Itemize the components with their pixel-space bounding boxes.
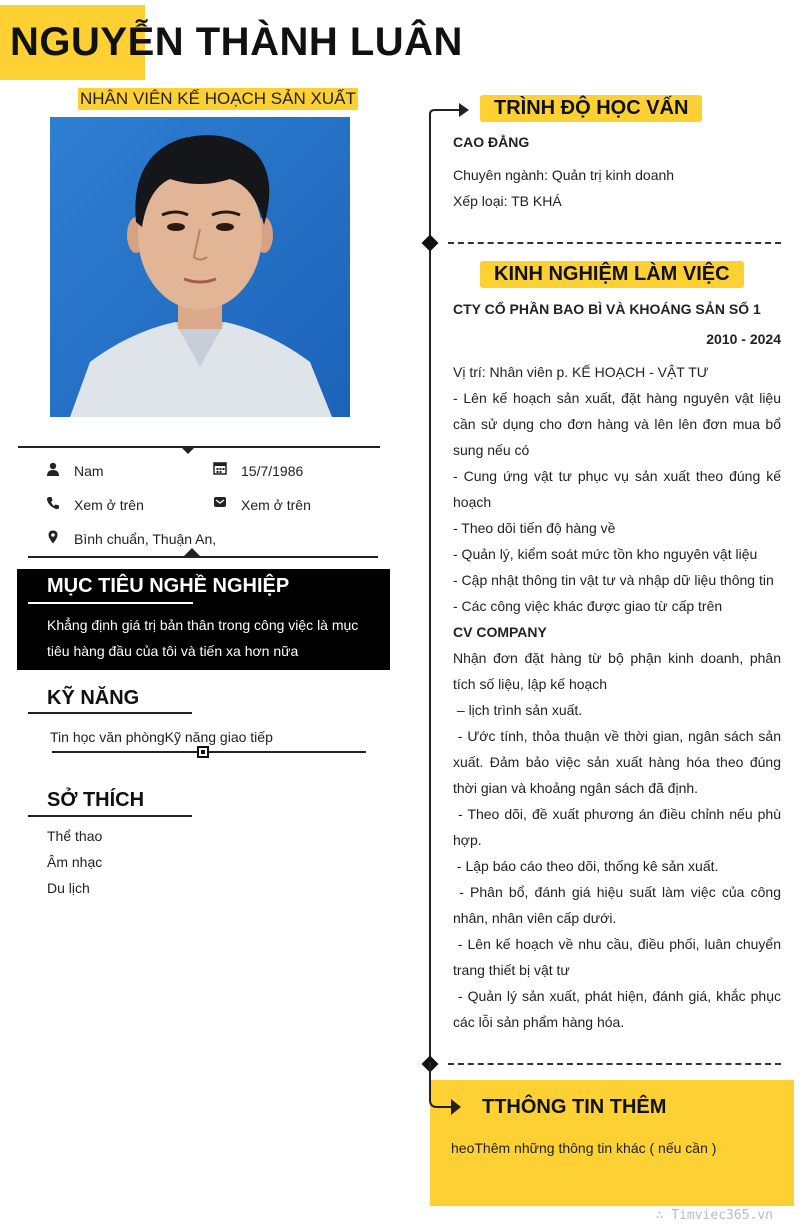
job-duty: - Các công việc khác được giao từ cấp trên	[453, 598, 723, 614]
watermark-text: Timviec365.vn	[671, 1208, 773, 1223]
timeline-line	[429, 118, 431, 1064]
hobbies-title: SỞ THÍCH	[47, 789, 145, 811]
phone-icon	[46, 496, 60, 510]
job-duty: - Theo dõi tiến độ hàng về	[453, 520, 616, 536]
gender-value: Nam	[74, 463, 104, 479]
job-description-1	[453, 359, 785, 1035]
job-duty: - Lên kế hoạch sản xuất, đặt hàng nguyên vật liệu cần sử dụng cho đơn hàng và lên lên đơn mua bổ sung nếu có	[453, 390, 781, 458]
education-degree: CAO ĐẲNG	[453, 134, 530, 150]
contact-divider-bottom	[28, 556, 378, 558]
skill-level-track	[52, 751, 366, 753]
watermark-icon: ∴	[655, 1208, 672, 1223]
work-period: 2010 - 2024	[706, 331, 781, 347]
job-duty: - Phân bổ, đánh giá hiệu suất làm việc của công nhân, nhân viên cấp dưới.	[453, 884, 785, 926]
job-duty: - Quản lý, kiểm soát mức tồn kho nguyên vật liệu	[453, 546, 758, 562]
hobbies-underline	[28, 815, 192, 817]
user-icon	[46, 462, 60, 476]
job-duty: - Lập báo cáo theo dõi, thống kê sản xuất.	[453, 858, 719, 874]
contact-divider-top	[18, 446, 380, 448]
job-duty: Nhận đơn đặt hàng từ bộ phận kinh doanh, phân tích số liệu, lập kế hoạch	[453, 650, 781, 692]
hobby-item: Âm nhạc	[47, 854, 103, 870]
birthday-value: 15/7/1986	[241, 463, 304, 479]
divider-arrow-down	[180, 446, 196, 454]
company-name: CV COMPANY	[453, 624, 547, 640]
education-title: TRÌNH ĐỘ HỌC VẤN	[480, 95, 702, 122]
job-duty: Vị trí: Nhân viên p. KẾ HOẠCH - VẬT TƯ	[453, 364, 709, 380]
extra-info-text: heoThêm những thông tin khác ( nếu cần )	[451, 1140, 717, 1156]
arrow-right-icon	[429, 1062, 465, 1116]
job-duty: - Theo dõi, đề xuất phương án điều chỉnh nếu phù hợp.	[453, 806, 785, 848]
job-duty: – lịch trình sản xuất.	[453, 702, 583, 718]
hobby-item: Thể thao	[47, 828, 103, 844]
experience-title: KINH NGHIỆM LÀM VIỆC	[480, 261, 744, 288]
education-major: Chuyên ngành: Quản trị kinh doanh	[453, 167, 675, 183]
email-value: Xem ở trên	[241, 497, 311, 513]
arrow-right-icon	[429, 100, 473, 122]
candidate-name: NGUYỄN THÀNH LUÂN	[10, 20, 463, 64]
skills-underline	[28, 712, 192, 714]
skill-level-marker	[197, 746, 209, 758]
objective-text: Khẳng định giá trị bản thân trong công việc là mục tiêu hàng đầu của tôi và tiến xa hơn nữa	[47, 617, 359, 659]
divider-arrow-up	[184, 548, 200, 556]
profile-photo	[50, 117, 350, 417]
email-icon	[213, 495, 227, 509]
education-grade: Xếp loại: TB KHÁ	[453, 193, 562, 209]
hobby-item: Du lịch	[47, 880, 90, 896]
objective-title: MỤC TIÊU NGHỀ NGHIỆP	[47, 575, 290, 597]
job-duty: - Ước tính, thỏa thuận về thời gian, ngân sách sản xuất. Đảm bảo việc sản xuất hàng hóa theo đúng thời gian và khoảng ngân sách đã định.	[453, 728, 785, 796]
section-divider	[448, 1063, 781, 1065]
skills-text: Tin học văn phòngKỹ năng giao tiếp	[50, 729, 273, 745]
objective-underline	[28, 602, 193, 604]
job-duty: - Cập nhật thông tin vật tư và nhập dữ liệu thông tin	[453, 572, 774, 588]
extra-info-title: TTHÔNG TIN THÊM	[482, 1096, 667, 1118]
calendar-icon	[213, 461, 227, 475]
skills-title: KỸ NĂNG	[47, 687, 140, 709]
address-value: Bình chuẩn, Thuận An,	[74, 531, 217, 547]
section-divider	[448, 242, 781, 244]
phone-value: Xem ở trên	[74, 497, 144, 513]
job-duty: - Quản lý sản xuất, phát hiện, đánh giá, khắc phục các lỗi sản phẩm hàng hóa.	[453, 988, 785, 1030]
job-title: NHÂN VIÊN KẾ HOẠCH SẢN XUẤT	[80, 89, 356, 108]
job-duty: - Cung ứng vật tư phục vụ sản xuất theo đúng kế hoạch	[453, 468, 781, 510]
location-icon	[46, 530, 60, 544]
timeline-diamond	[422, 235, 439, 252]
job-duty: - Lên kế hoạch về nhu cầu, điều phối, luân chuyển trang thiết bị vật tư	[453, 936, 785, 978]
watermark	[656, 1208, 773, 1223]
company-name: CTY CỔ PHẦN BAO BÌ VÀ KHOÁNG SẢN SỐ 1	[453, 301, 761, 317]
